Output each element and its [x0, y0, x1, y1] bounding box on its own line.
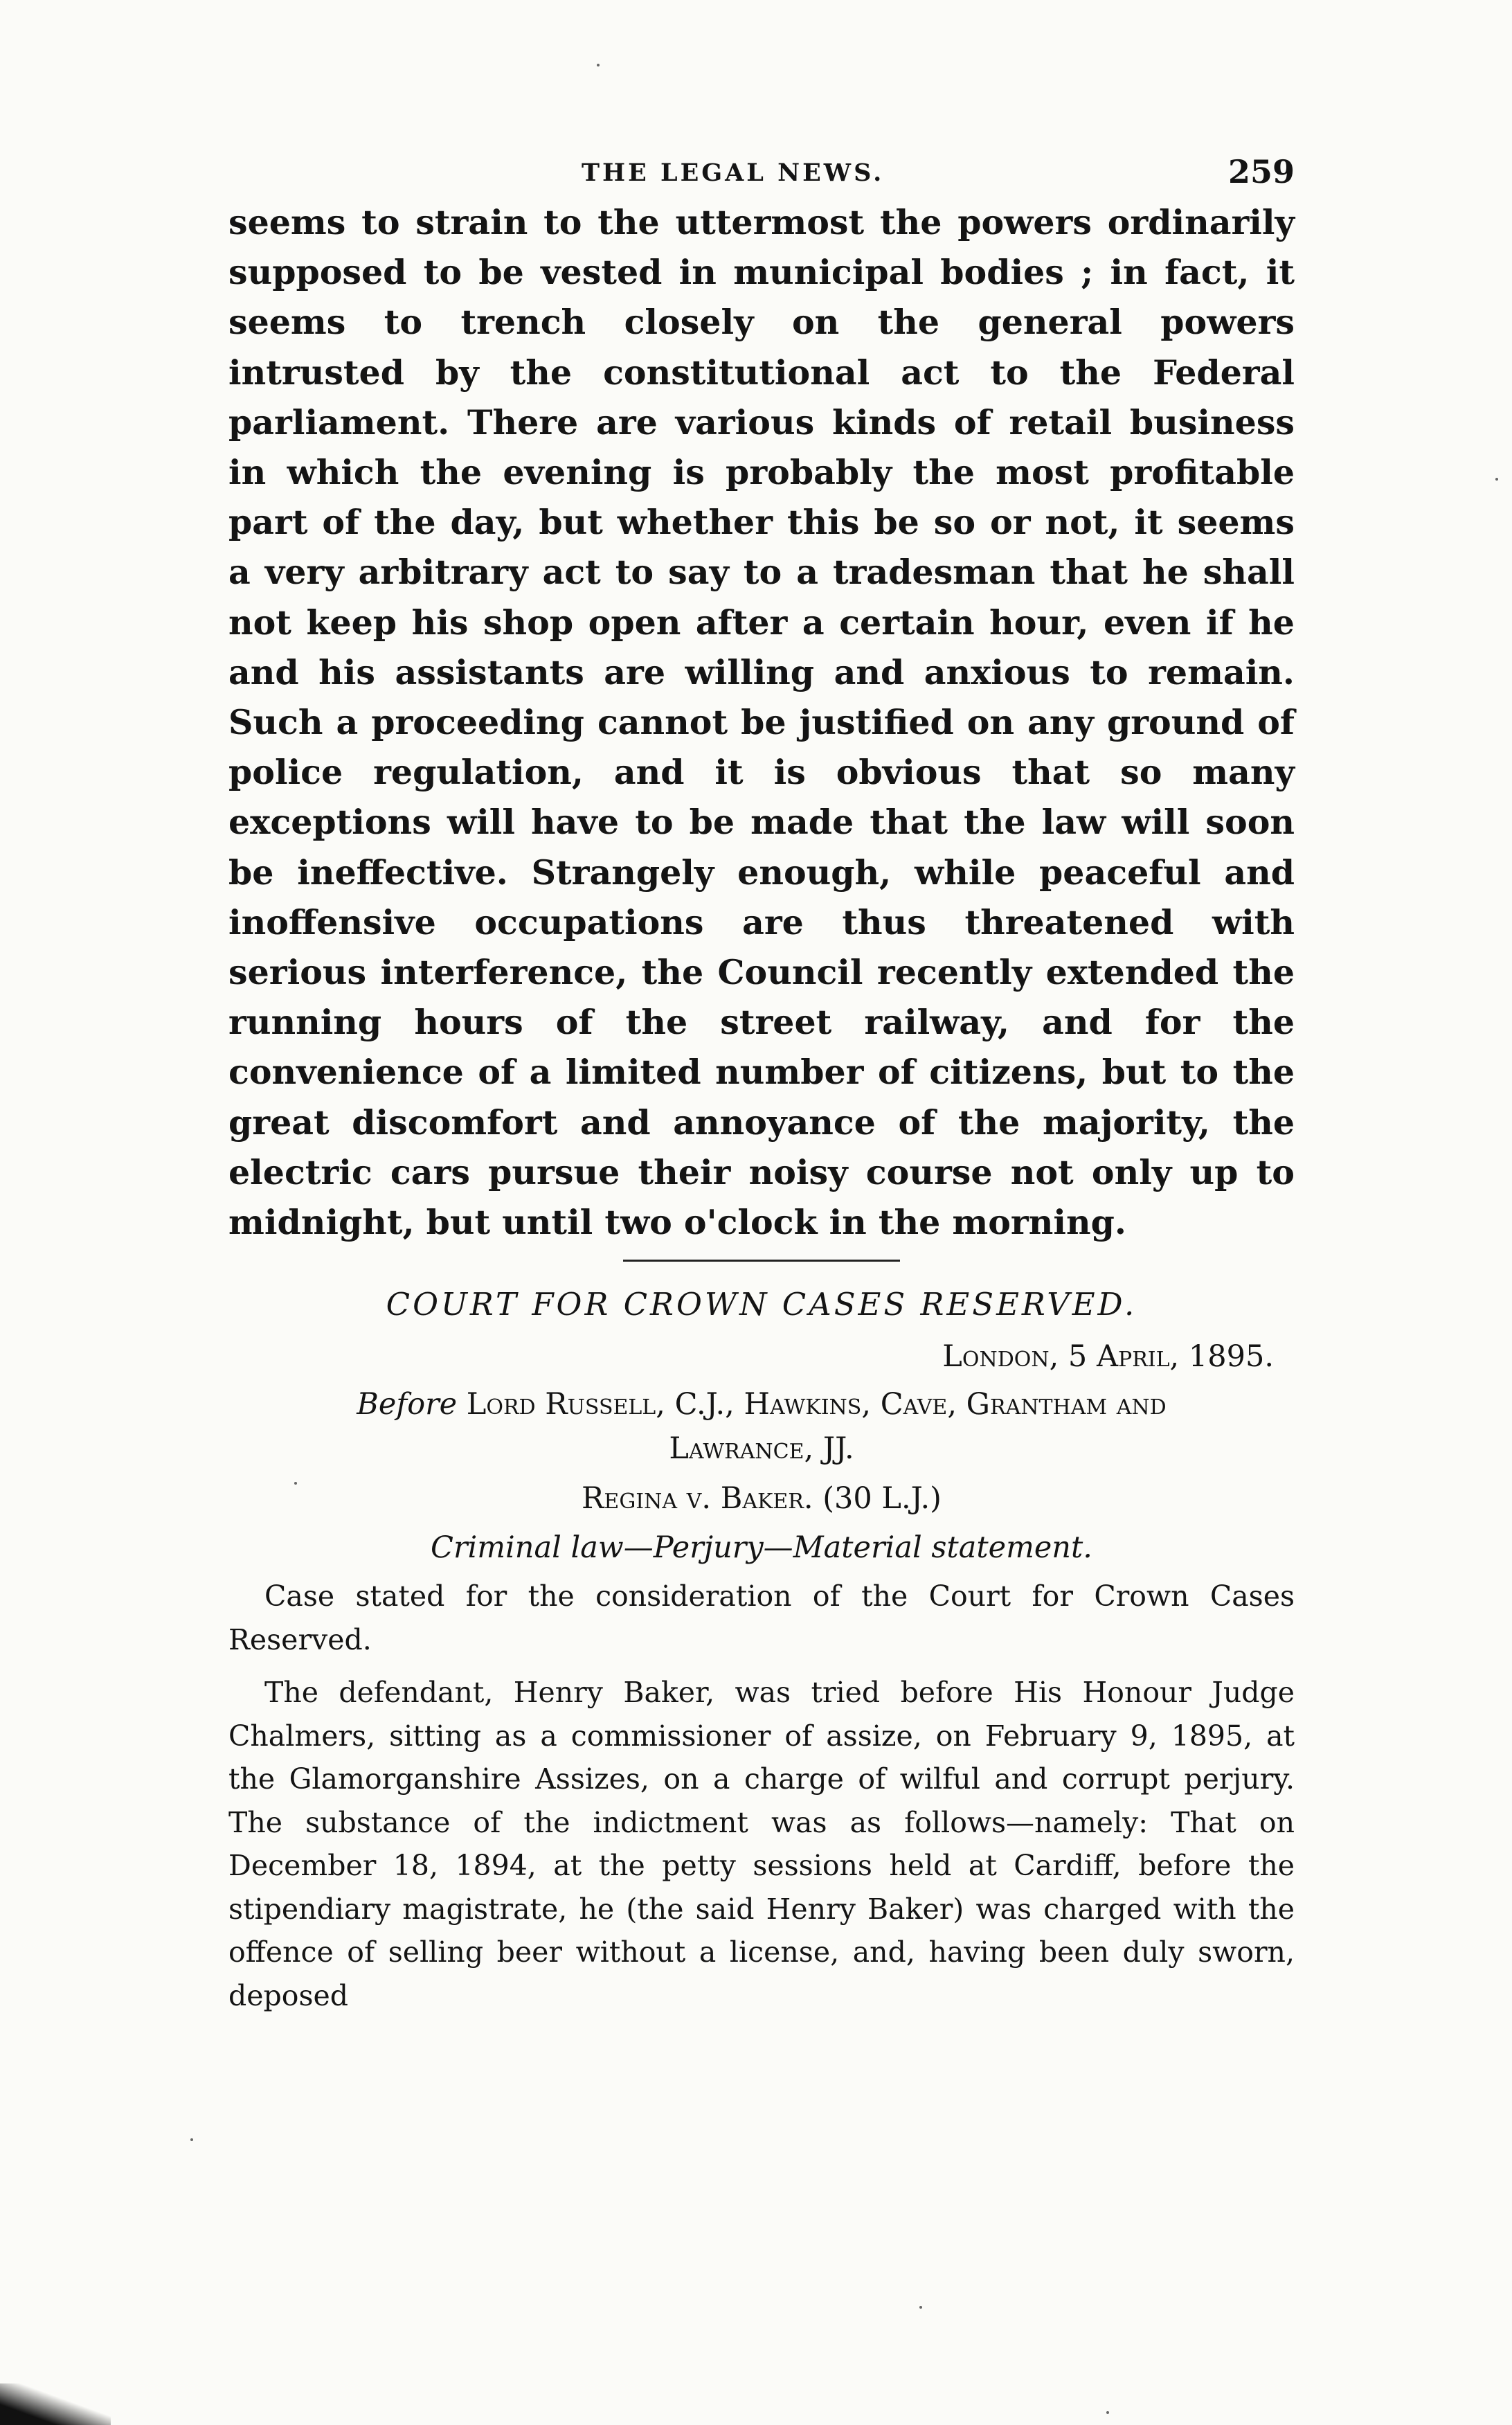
dust-speck [1106, 2411, 1109, 2414]
running-head: THE LEGAL NEWS. [582, 159, 885, 187]
bench-judges: Lord Russell, C.J., Hawkins, Cave, Grantham and [466, 1387, 1167, 1422]
page [228, 149, 1295, 2017]
case-dateline: London, 5 April, 1895. [942, 1339, 1274, 1375]
dust-speck [597, 64, 600, 66]
dust-speck [1495, 478, 1498, 481]
article-paragraph: seems to strain to the uttermost the powers ordinarily supposed to be vested in municipal bodies ; in fact, it seems to trench closely on the general powers intrusted by the constitutional act to the Federal parliament. There are various kinds of retail business in which the evening is probably the most profitable part of the day, but whether this be so or not, it seems a very arbitrary act to say to a tradesman that he shall not keep his shop open after a certain hour, even if he and his assistants are willing and anxious to remain. Such a proceeding cannot be justified on any ground of police regulation, and it is obvious that so many exceptions will have to be made that the law will soon be ineffective. Strangely enough, while peaceful and inoffensive occupations are thus threatened with serious interference, the Council recently extended the running hours of the street railway, and for the convenience of a limited number of citizens, but to the great discomfort and annoyance of the majority, the electric cars pursue their noisy course not only up to midnight, but until two o'clock in the morning. [228, 202, 1295, 1243]
page-header [228, 149, 1295, 197]
bench-line-1 [228, 1382, 1295, 1426]
report-paragraph-1: Case stated for the consideration of the Court for Crown Cases Reserved. [228, 1580, 1295, 1656]
before-label: Before [357, 1387, 458, 1422]
dust-speck [294, 1482, 297, 1485]
bench-line-2: Lawrance, JJ. [669, 1431, 854, 1467]
section-divider [623, 1260, 900, 1262]
scan-shadow [0, 2383, 111, 2425]
case-name: Regina v. Baker. (30 L.J.) [582, 1481, 942, 1516]
dust-speck [190, 2138, 193, 2141]
court-heading: COURT FOR CROWN CASES RESERVED. [386, 1286, 1137, 1323]
case-topic: Criminal law—Perjury—Material statement. [431, 1530, 1092, 1566]
dust-speck [919, 2306, 922, 2309]
report-paragraph-2: The defendant, Henry Baker, was tried before His Honour Judge Chalmers, sitting as a commissioner of assize, on February 9, 1895, at the Glamorganshire Assizes, on a charge of wilful and corrupt perjury. The substance of the indictment was as follows—namely: That on December 18, 1894, at the petty sessions held at Cardiff, before the stipendiary magistrate, he (the said Henry Baker) was charged with the offence of selling beer without a license, and, having been duly sworn, deposed [228, 1676, 1295, 2012]
page-number: 259 [1227, 153, 1295, 190]
